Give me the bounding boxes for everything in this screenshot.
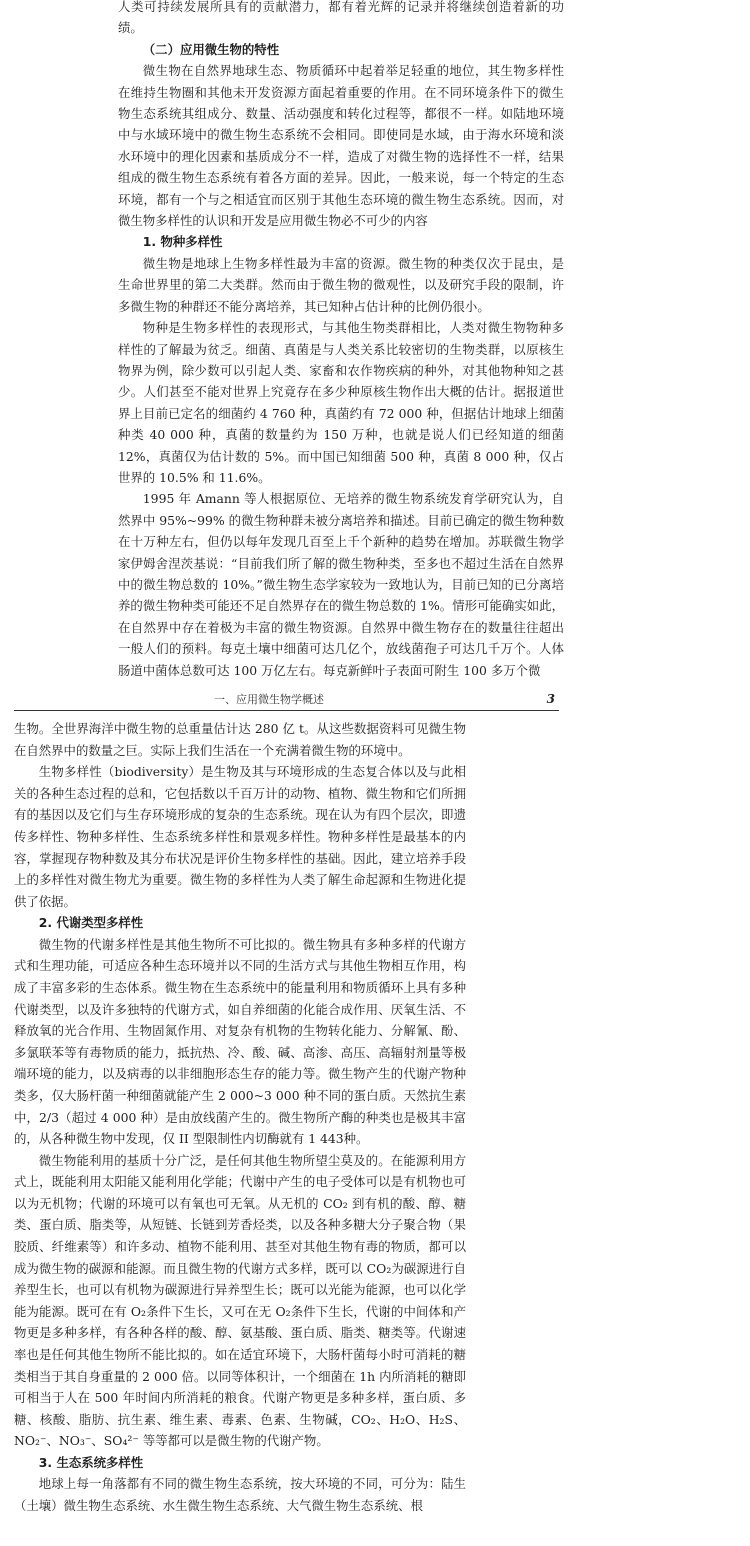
subsection-heading: 1. 物种多样性: [142, 234, 223, 250]
lower-page-text: [14, 718, 466, 1517]
running-header-title: 一、应用微生物学概述: [214, 693, 324, 706]
paragraph: 微生物是地球上生物多样性最为丰富的资源。微生物的种类仅次于昆虫，是生命世界里的第二大类群。然而由于微生物的微观性，以及研究手段的限制，许多微生物的种群还不能分离培养，其已知种占估计种的比例仍很小。: [118, 255, 564, 314]
subsection-heading: 2. 代谢类型多样性: [38, 915, 144, 931]
running-header: [14, 690, 559, 711]
paragraph: 人类可持续发展所具有的贡献潜力，都有着光辉的记录并将继续创造着新的功绩。: [118, 0, 564, 36]
paragraph: 1995 年 Amann 等人根据原位、无培养的微生物系统发育学研究认为，自然界中 95%~99% 的微生物种群未被分离培养和描述。目前已确定的微生物种数在十万种左右，但仍以每年发现几百至上千个新种的趋势在增加。苏联微生物学家伊姆舍涅茨基说：“目前我们所了解的微生物种类，至多也不超过生活在自然界中的微生物总数的 10%。”微生物生态学家较为一致地认为，目前已知的已分离培养的微生物种类可能还不足自然界存在的微生物总数的 1%。情形可能确实如此，在自然界中存在着极为丰富的微生物资源。自然界中微生物存在的数量往往超出一般人们的预料。每克土壤中细菌可达几亿个，放线菌孢子可达几千万个。人体肠道中菌体总数可达 100 万亿左右。每克新鲜叶子表面可附生 100 多万个微: [118, 491, 564, 678]
page-number: 3: [546, 692, 555, 706]
section-heading: （二）应用微生物的特性: [142, 41, 280, 57]
paragraph: 微生物能利用的基质十分广泛，是任何其他生物所望尘莫及的。在能源利用方式上，既能利用太阳能又能利用化学能；代谢中产生的电子受体可以是有机物也可以为无机物；代谢的环境可以有氧也可无氧。从无机的 CO₂ 到有机的酸、醇、糖类、蛋白质、脂类等，从短链、长链到芳香烃类，以及各种多糖大分子聚合物（果胶质、纤维素等）和许多动、植物不能利用、甚至对其他生物有毒的物质，都可以成为微生物的碳源和能源。而且微生物的代谢方式多样，既可以 CO₂为碳源进行自养型生长，也可以有机物为碳源进行异养型生长；既可以光能为能源，也可以化学能为能源。既可在有 O₂条件下生长，又可在无 O₂条件下生长，代谢的中间体和产物更是多种多样，有各种各样的酸、醇、氨基酸、蛋白质、脂类、糖类等。代谢速率也是任何其他生物所不能比拟的。如在适宜环境下，大肠杆菌每小时可消耗的糖类相当于其自身重量的 2 000 倍。以同等体积计，一个细菌在 1h 内所消耗的糖即可相当于人在 500 年时间内所消耗的粮食。代谢产物更是多种多样，蛋白质、多糖、核酸、脂肪、抗生素、维生素、毒素、色素、生物碱，CO₂、H₂O、H₂S、NO₂⁻、NO₃⁻、SO₄²⁻ 等等都可以是微生物的代谢产物。: [14, 1152, 466, 1449]
upper-page-text: [118, 0, 564, 681]
paragraph: 地球上每一角落都有不同的微生物生态系统，按大环境的不同，可分为：陆生（土壤）微生物生态系统、水生微生物生态系统、大气微生物生态系统、根: [14, 1476, 466, 1513]
paragraph: 微生物在自然界地球生态、物质循环中起着举足轻重的地位，其生物多样性在维持生物圈和其他未开发资源方面起着重要的作用。在不同环境条件下的微生物生态系统其组成分、数量、活动强度和转化过程等，都很不一样。如陆地环境中与水域环境中的微生物生态系统不会相同。即使同是水域，由于海水环境和淡水环境中的理化因素和基质成分不一样，造成了对微生物的选择性不一样，结果组成的微生物生态系统有着各方面的差异。因此，一般来说，每一个特定的生态环境，都有一个与之相适宜而区别于其他生态环境的微生物生态系统。因而，对微生物多样性的认识和开发是应用微生物必不可少的内容: [118, 63, 564, 229]
paragraph: 微生物的代谢多样性是其他生物所不可比拟的。微生物具有多种多样的代谢方式和生理功能，可适应各种生态环境并以不同的生活方式与其他生物相互作用，构成了丰富多彩的生态体系。微生物在生态系统中的能量利用和物质循环上具有多种代谢类型，以及许多独特的代谢方式，如自养细菌的化能合成作用、厌氧生活、不释放氧的光合作用、生物固氮作用、对复杂有机物的生物转化能力、分解氰、酚、多氯联苯等有毒物质的能力，抵抗热、冷、酸、碱、高渗、高压、高辐射剂量等极端环境的能力，以及病毒的以非细胞形态生存的能力等。微生物产生的代谢产物种类多，仅大肠杆菌一种细菌就能产生 2 000~3 000 种不同的蛋白质。天然抗生素中，2/3（超过 4 000 种）是由放线菌产生的。微生物所产酶的种类也是极其丰富的，从各种微生物中发现，仅 II 型限制性内切酶就有 1 443种。: [14, 936, 466, 1147]
paragraph: 物种是生物多样性的表现形式，与其他生物类群相比，人类对微生物物种多样性的了解最为贫乏。细菌、真菌是与人类关系比较密切的生物类群，以原核生物界为例，除少数可以引起人类、家畜和农作物疾病的种外，对其他物种知之甚少。人们甚至不能对世界上究竟存在多少种原核生物作出大概的估计。据报道世界上目前已定名的细菌约 4 760 种，真菌约有 72 000 种，但据估计地球上细菌种类 40 000 种，真菌的数量约为 150 万种，也就是说人们已经知道的细菌 12%，真菌仅为估计数的 5%。而中国已知细菌 500 种，真菌 8 000 种，仅占世界的 10.5% 和 11.6%。: [118, 320, 564, 485]
paragraph: 生物。全世界海洋中微生物的总重量估计达 280 亿 t。从这些数据资料可见微生物在自然界中的数量之巨。实际上我们生活在一个充满着微生物的环境中。: [14, 721, 466, 758]
subsection-heading: 3. 生态系统多样性: [38, 1455, 144, 1470]
paragraph: 生物多样性（biodiversity）是生物及其与环境形成的生态复合体以及与此相关的各种生态过程的总和，它包括数以千百万计的动物、植物、微生物和它们所拥有的基因以及它们与生存环境形成的复杂的生态系统。现在认为有四个层次，即遗传多样性、物种多样性、生态系统多样性和景观多样性。物种多样性是最基本的内容，掌握现存物种数及其分布状况是评价生物多样性的基础。因此，建立培养手段上的多样性对微生物尤为重要。微生物的多样性为人类了解生命起源和生物进化提供了依据。: [14, 764, 466, 909]
